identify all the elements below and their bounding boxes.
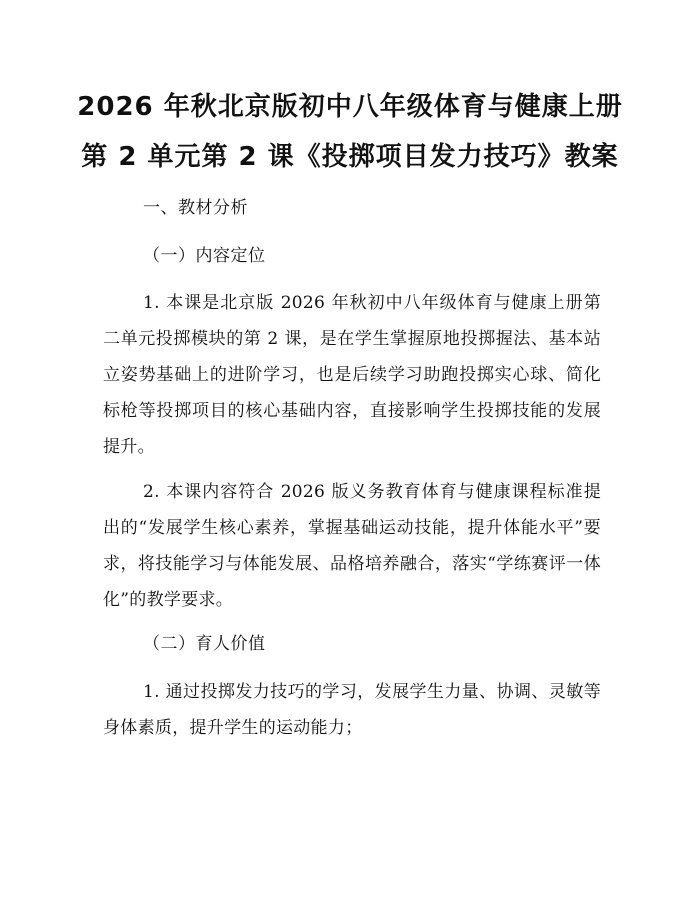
document-title-line-1: 2026 年秋北京版初中八年级体育与健康上册 (77, 92, 623, 122)
paragraph-content-positioning-2: 2. 本课内容符合 2026 版义务教育体育与健康课程标准提出的“发展学生核心素养，掌握基础运动技能，提升体能水平”要求，将技能学习与体能发展、品格培养融合，落实“学练赛评一体化”的教学要求。 (103, 482, 601, 610)
paragraph-educational-value-1: 1. 通过投掷发力技巧的学习，发展学生力量、协调、灵敏等身体素质，提升学生的运动能力； (103, 682, 601, 738)
subsection-heading-content-positioning: （一）内容定位 (143, 246, 266, 266)
document-title-line-2: 第 2 单元第 2 课《投掷项目发力技巧》教案 (81, 142, 619, 172)
section-heading-textbook-analysis: 一、教材分析 (143, 198, 248, 218)
subsection-heading-educational-value: （二）育人价值 (143, 634, 266, 654)
paragraph-content-positioning-1: 1. 本课是北京版 2026 年秋初中八年级体育与健康上册第二单元投掷模块的第 2 课，是在学生掌握原地投掷握法、基本站立姿势基础上的进阶学习，也是后续学习助跑投掷实心球、简化标枪等投掷项目的核心基础内容，直接影响学生投掷技能的发展提升。 (103, 293, 601, 457)
